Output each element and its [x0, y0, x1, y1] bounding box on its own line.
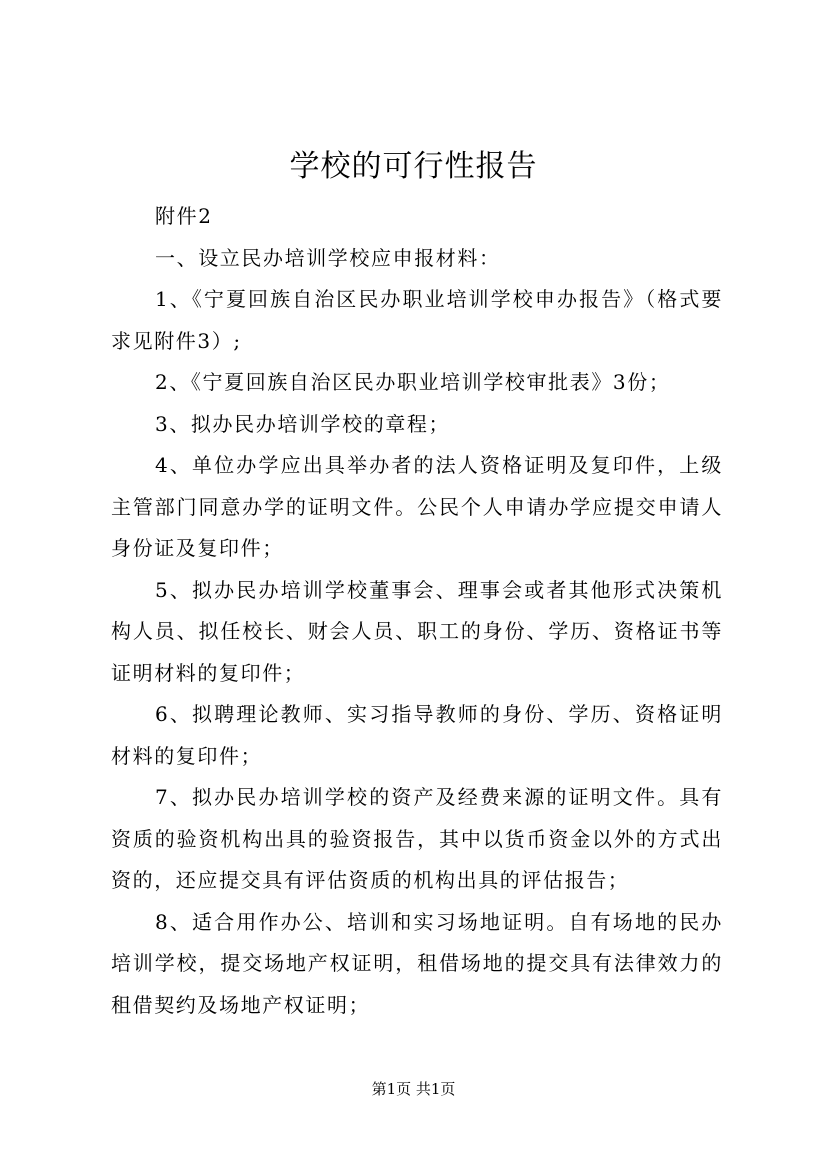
- paragraph-item-4: 4、单位办学应出具举办者的法人资格证明及复印件，上级主管部门同意办学的证明文件。公民个人申请办学应提交申请人身份证及复印件；: [111, 453, 723, 560]
- paragraph-attachment-label: 附件2: [155, 204, 213, 228]
- paragraph-item-8: 8、适合用作办公、培训和实习场地证明。自有场地的民办培训学校，提交场地产权证明，租借场地的提交具有法律效力的租借契约及场地产权证明；: [111, 909, 723, 1017]
- document-body: [111, 196, 723, 1026]
- paragraph-section-heading: 一、设立民办培训学校应申报材料：: [155, 245, 501, 270]
- page-footer: 第1页 共1页: [371, 1080, 456, 1098]
- paragraph-item-1: 1、《宁夏回族自治区民办职业培训学校申办报告》（格式要求见附件3）;: [111, 287, 723, 353]
- document-title: 学校的可行性报告: [289, 149, 538, 184]
- paragraph-item-6: 6、拟聘理论教师、实习指导教师的身份、学历、资格证明材料的复印件；: [111, 702, 723, 768]
- paragraph-item-7: 7、拟办民办培训学校的资产及经费来源的证明文件。具有资质的验资机构出具的验资报告，其中以货币资金以外的方式出资的，还应提交具有评估资质的机构出具的评估报告；: [111, 785, 723, 892]
- paragraph-item-3: 3、拟办民办培训学校的章程；: [155, 411, 451, 436]
- paragraph-item-2: 2、《宁夏回族自治区民办职业培训学校审批表》3份；: [155, 370, 671, 394]
- paragraph-item-5: 5、拟办民办培训学校董事会、理事会或者其他形式决策机构人员、拟任校长、财会人员、职工的身份、学历、资格证书等证明材料的复印件；: [111, 577, 723, 685]
